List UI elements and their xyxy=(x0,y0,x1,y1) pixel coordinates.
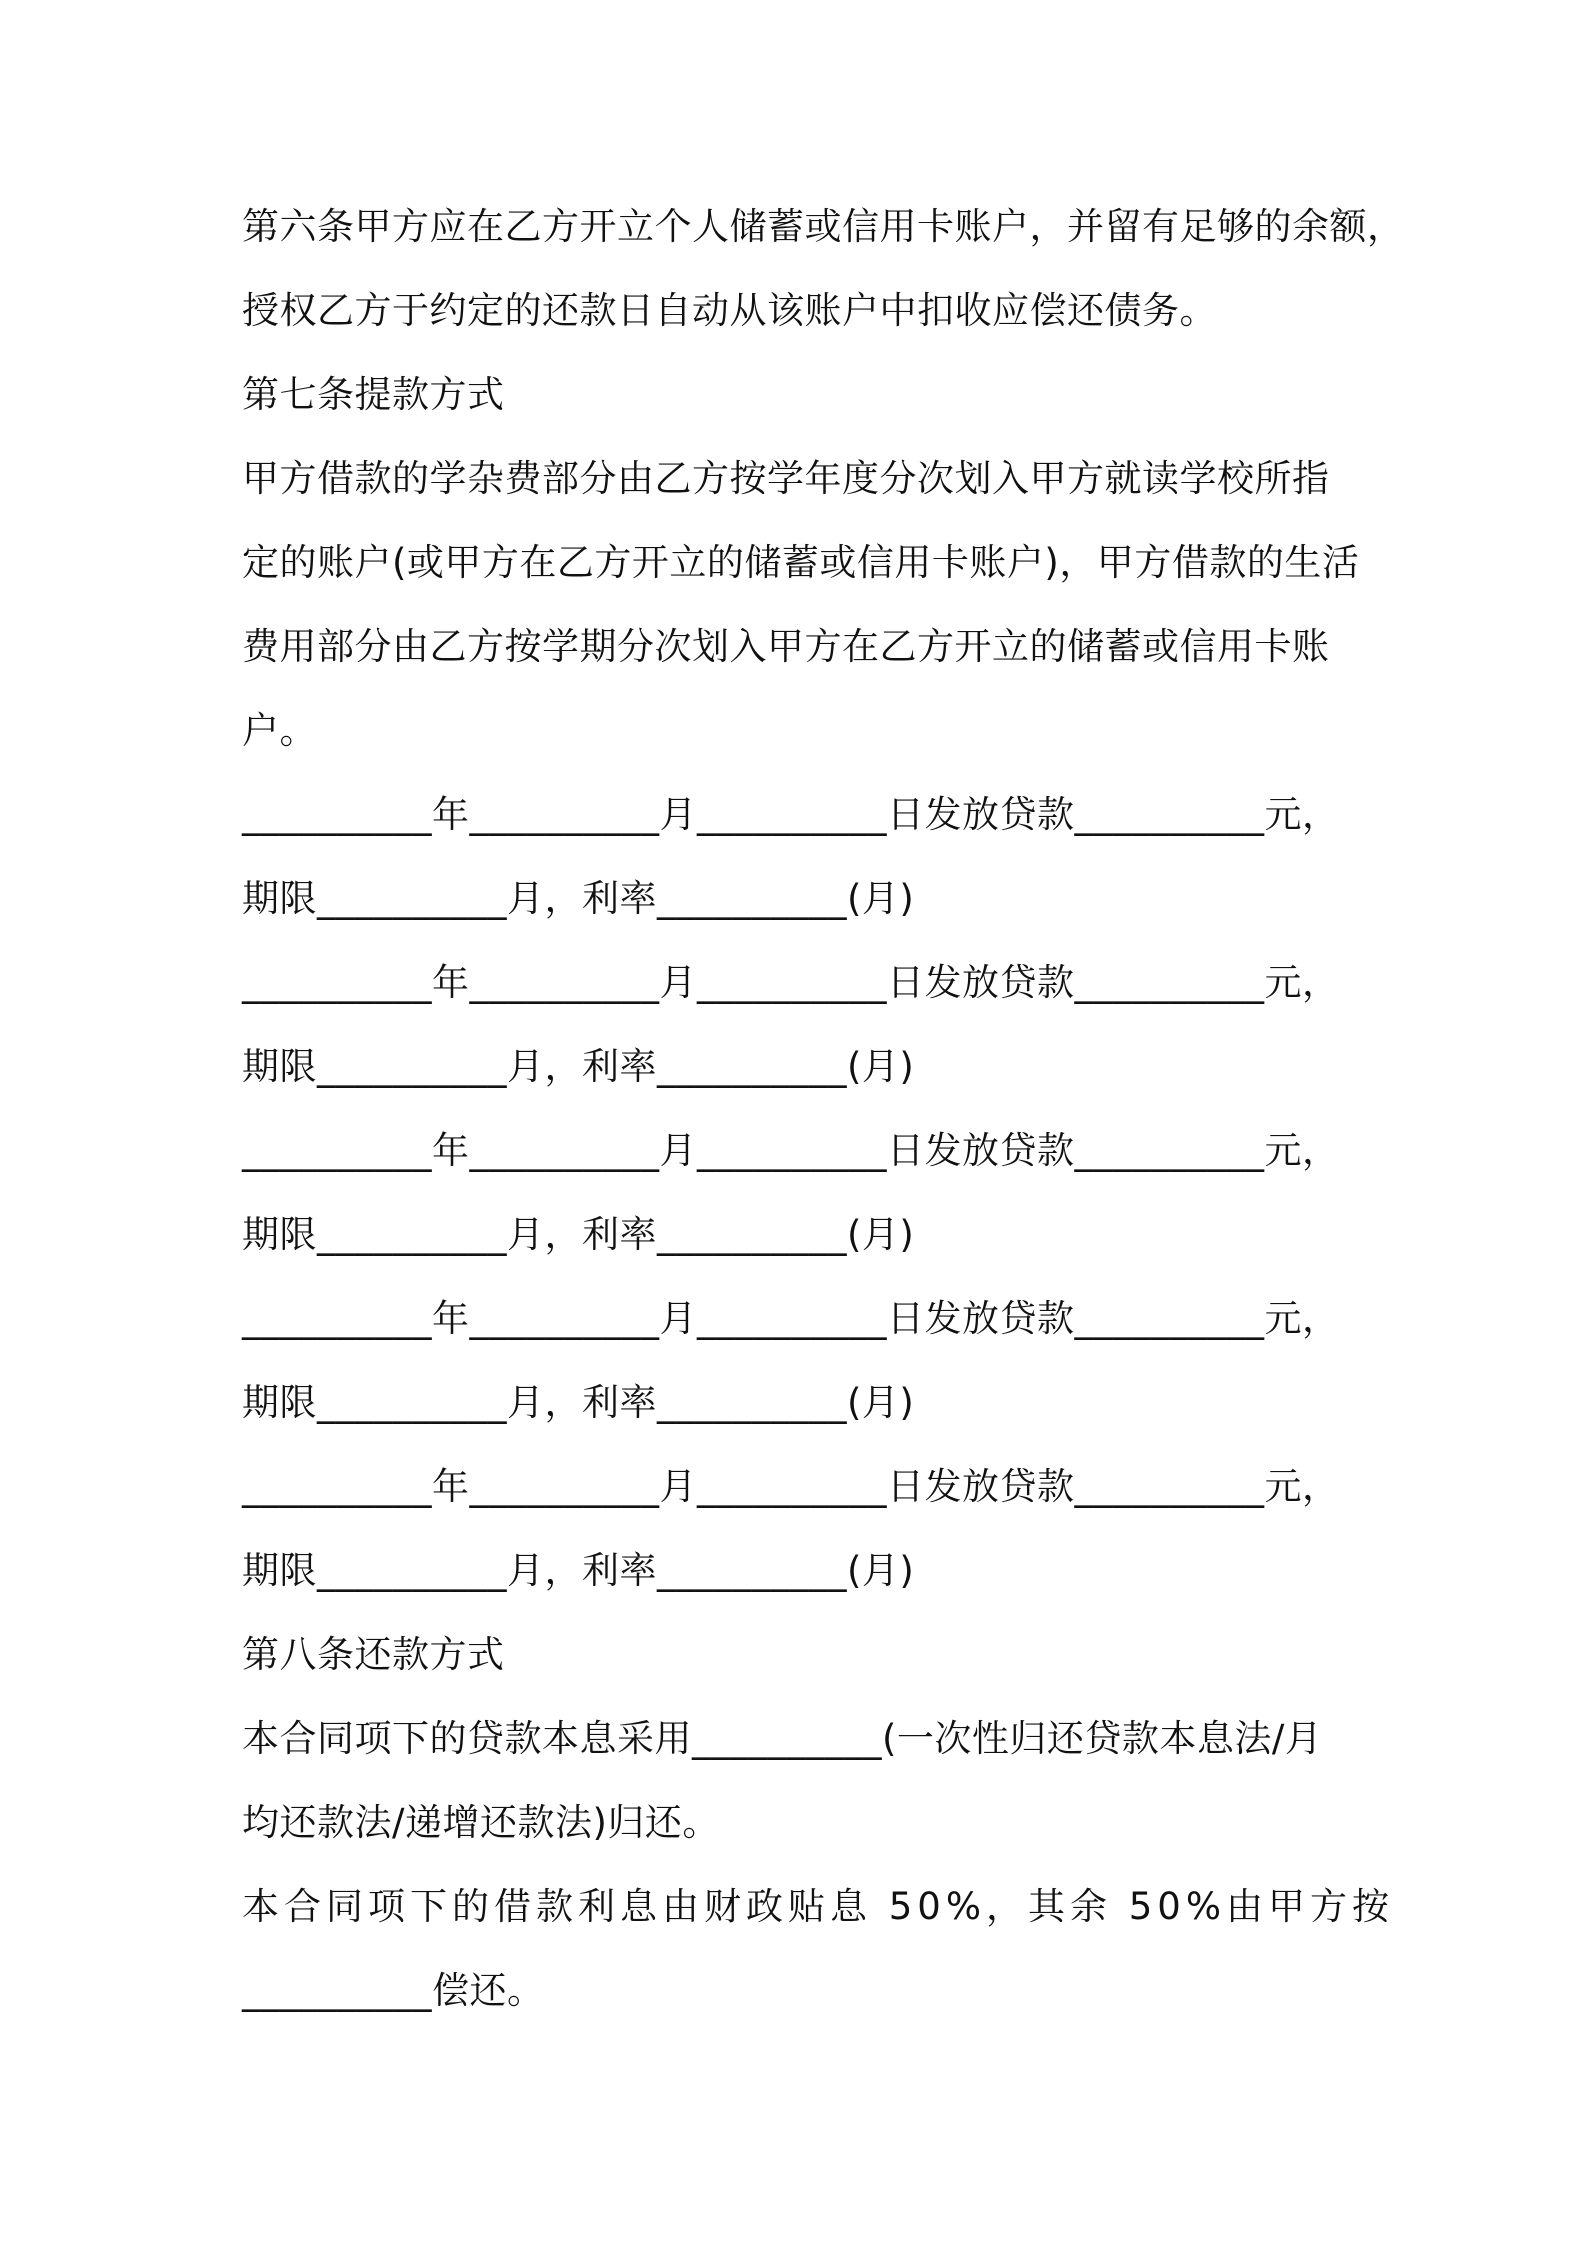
article-8-line-3: 本合同项下的借款利息由财政贴息 50%，其余 50%由甲方按 xyxy=(242,1885,1394,1928)
article-7-line-1: 甲方借款的学杂费部分由乙方按学年度分次划入甲方就读学校所指 xyxy=(242,457,1330,500)
article-7-line-4: 户。 xyxy=(242,709,317,752)
disbursement-3-term-rate: 期限__________月，利率__________(月) xyxy=(242,1213,915,1256)
disbursement-4-term-rate: 期限__________月，利率__________(月) xyxy=(242,1381,915,1424)
article-8-line-1: 本合同项下的贷款本息采用__________(一次性归还贷款本息法/月 xyxy=(242,1717,1323,1760)
article-8-heading: 第八条还款方式 xyxy=(242,1633,505,1676)
article-7-heading: 第七条提款方式 xyxy=(242,373,505,416)
article-8-line-2: 均还款法/递增还款法)归还。 xyxy=(242,1801,720,1844)
disbursement-1-term-rate: 期限__________月，利率__________(月) xyxy=(242,877,915,920)
article-8-line-4: __________偿还。 xyxy=(242,1969,545,2012)
disbursement-3-date-amount: __________年__________月__________日发放贷款__________元， xyxy=(242,1129,1340,1172)
disbursement-5-date-amount: __________年__________月__________日发放贷款__________元， xyxy=(242,1465,1340,1508)
disbursement-2-date-amount: __________年__________月__________日发放贷款__________元， xyxy=(242,961,1340,1004)
article-6-line-2: 授权乙方于约定的还款日自动从该账户中扣收应偿还债务。 xyxy=(242,289,1217,332)
article-6-line-1: 第六条甲方应在乙方开立个人储蓄或信用卡账户，并留有足够的余额， xyxy=(242,205,1405,248)
disbursement-5-term-rate: 期限__________月，利率__________(月) xyxy=(242,1549,915,1592)
disbursement-4-date-amount: __________年__________月__________日发放贷款__________元， xyxy=(242,1297,1340,1340)
article-7-line-3: 费用部分由乙方按学期分次划入甲方在乙方开立的储蓄或信用卡账 xyxy=(242,625,1330,668)
article-7-line-2: 定的账户(或甲方在乙方开立的储蓄或信用卡账户)，甲方借款的生活 xyxy=(242,541,1360,584)
disbursement-2-term-rate: 期限__________月，利率__________(月) xyxy=(242,1045,915,1088)
disbursement-1-date-amount: __________年__________月__________日发放贷款__________元， xyxy=(242,793,1340,836)
